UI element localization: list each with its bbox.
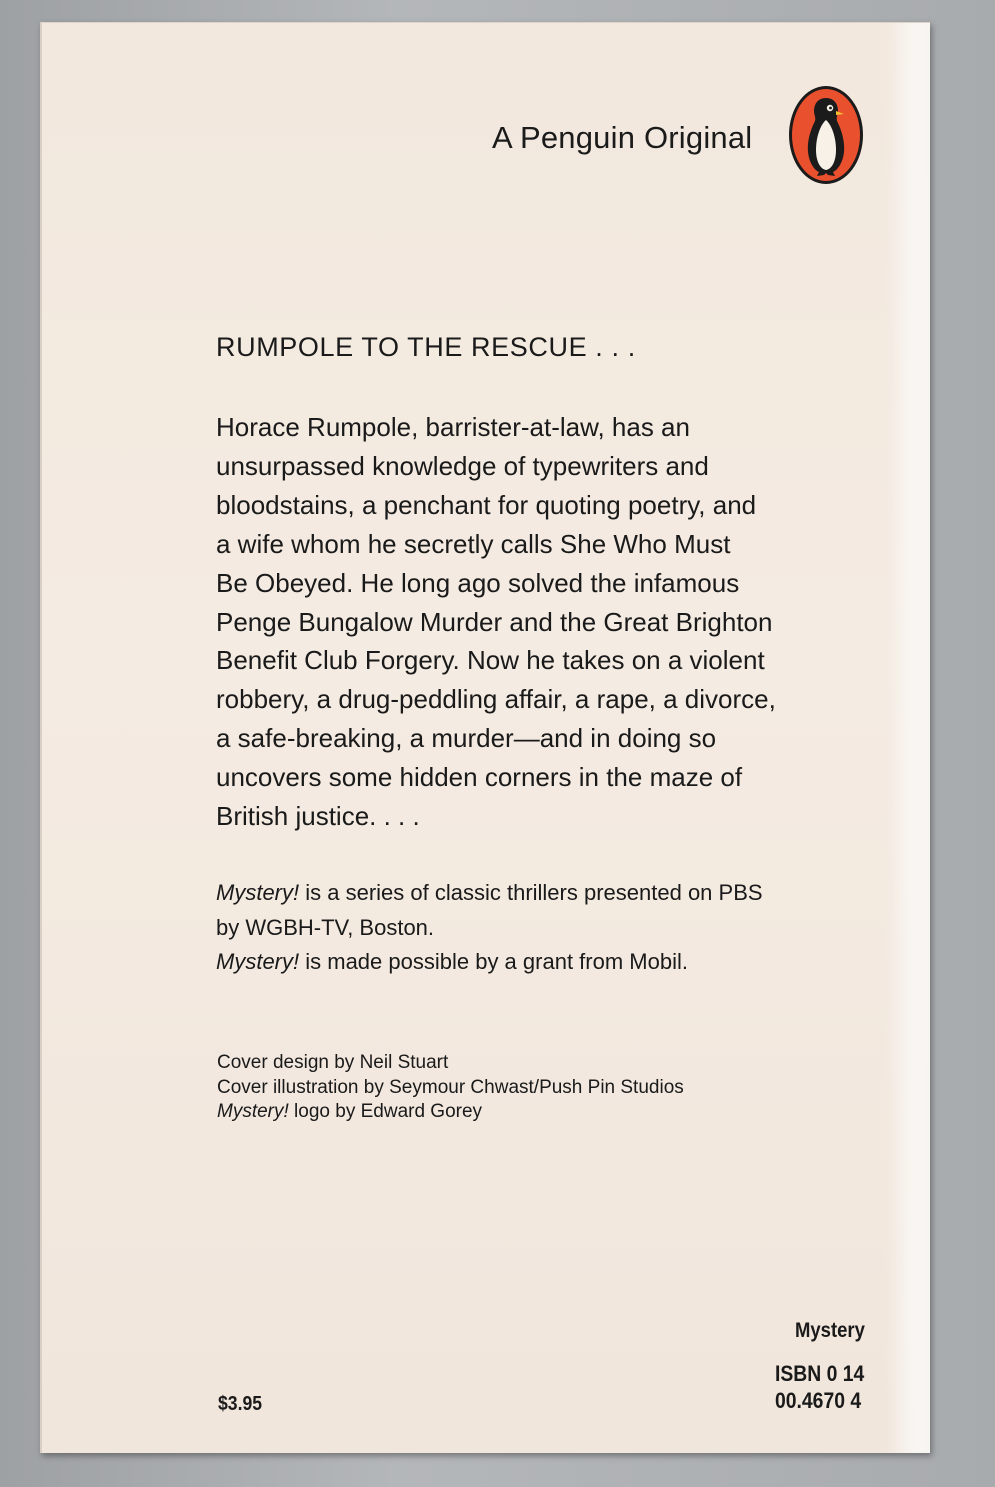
cover-edge-highlight <box>886 23 930 1453</box>
isbn-line: ISBN 0 14 <box>775 1361 865 1386</box>
book-blurb <box>216 408 856 836</box>
genre-label: Mystery <box>795 1319 865 1342</box>
penguin-logo-icon <box>787 84 865 186</box>
series-title: Mystery! <box>217 1101 289 1122</box>
credit-logo-text: logo by Edward Gorey <box>288 1101 483 1122</box>
blurb-line: unsurpassed knowledge of typewriters and <box>216 450 709 481</box>
series-note <box>216 876 856 980</box>
blurb-line: Benefit Club Forgery. Now he takes on a violent <box>216 645 765 676</box>
tagline-heading: RUMPOLE TO THE RESCUE . . . <box>216 332 636 362</box>
blurb-line: uncovers some hidden corners in the maze of <box>216 762 743 793</box>
imprint-heading: A Penguin Original <box>492 120 753 155</box>
series-title: Mystery! <box>216 949 300 974</box>
series-note-text: is a series of classic thrillers presented on PBS <box>299 880 763 905</box>
credit-illustration: Cover illustration by Seymour Chwast/Push Pin Studios <box>217 1076 684 1098</box>
credit-logo <box>217 1100 684 1125</box>
blurb-line: robbery, a drug-peddling affair, a rape, a divorce, <box>216 684 776 715</box>
price-label: $3.95 <box>218 1393 263 1415</box>
blurb-line: Penge Bungalow Murder and the Great Brighton <box>216 606 773 637</box>
isbn-block <box>775 1360 864 1414</box>
blurb-line: a safe-breaking, a murder—and in doing so <box>216 723 717 754</box>
credit-design: Cover design by Neil Stuart <box>217 1052 449 1073</box>
isbn-line: 00.4670 4 <box>775 1388 862 1413</box>
series-note-line <box>216 876 856 911</box>
blurb-line: Be Obeyed. He long ago solved the infamous <box>216 567 740 598</box>
blurb-line: British justice. . . . <box>216 801 420 832</box>
series-title: Mystery! <box>216 880 300 905</box>
blurb-line: a wife whom he secretly calls She Who Must <box>216 528 731 559</box>
series-note-text: is made possible by a grant from Mobil. <box>299 949 688 974</box>
blurb-line: bloodstains, a penchant for quoting poetry, and <box>216 489 757 520</box>
series-note-line <box>216 945 856 980</box>
cover-credits <box>217 1051 684 1125</box>
blurb-line: Horace Rumpole, barrister-at-law, has an <box>216 412 690 442</box>
series-note-line: by WGBH-TV, Boston. <box>216 914 435 940</box>
